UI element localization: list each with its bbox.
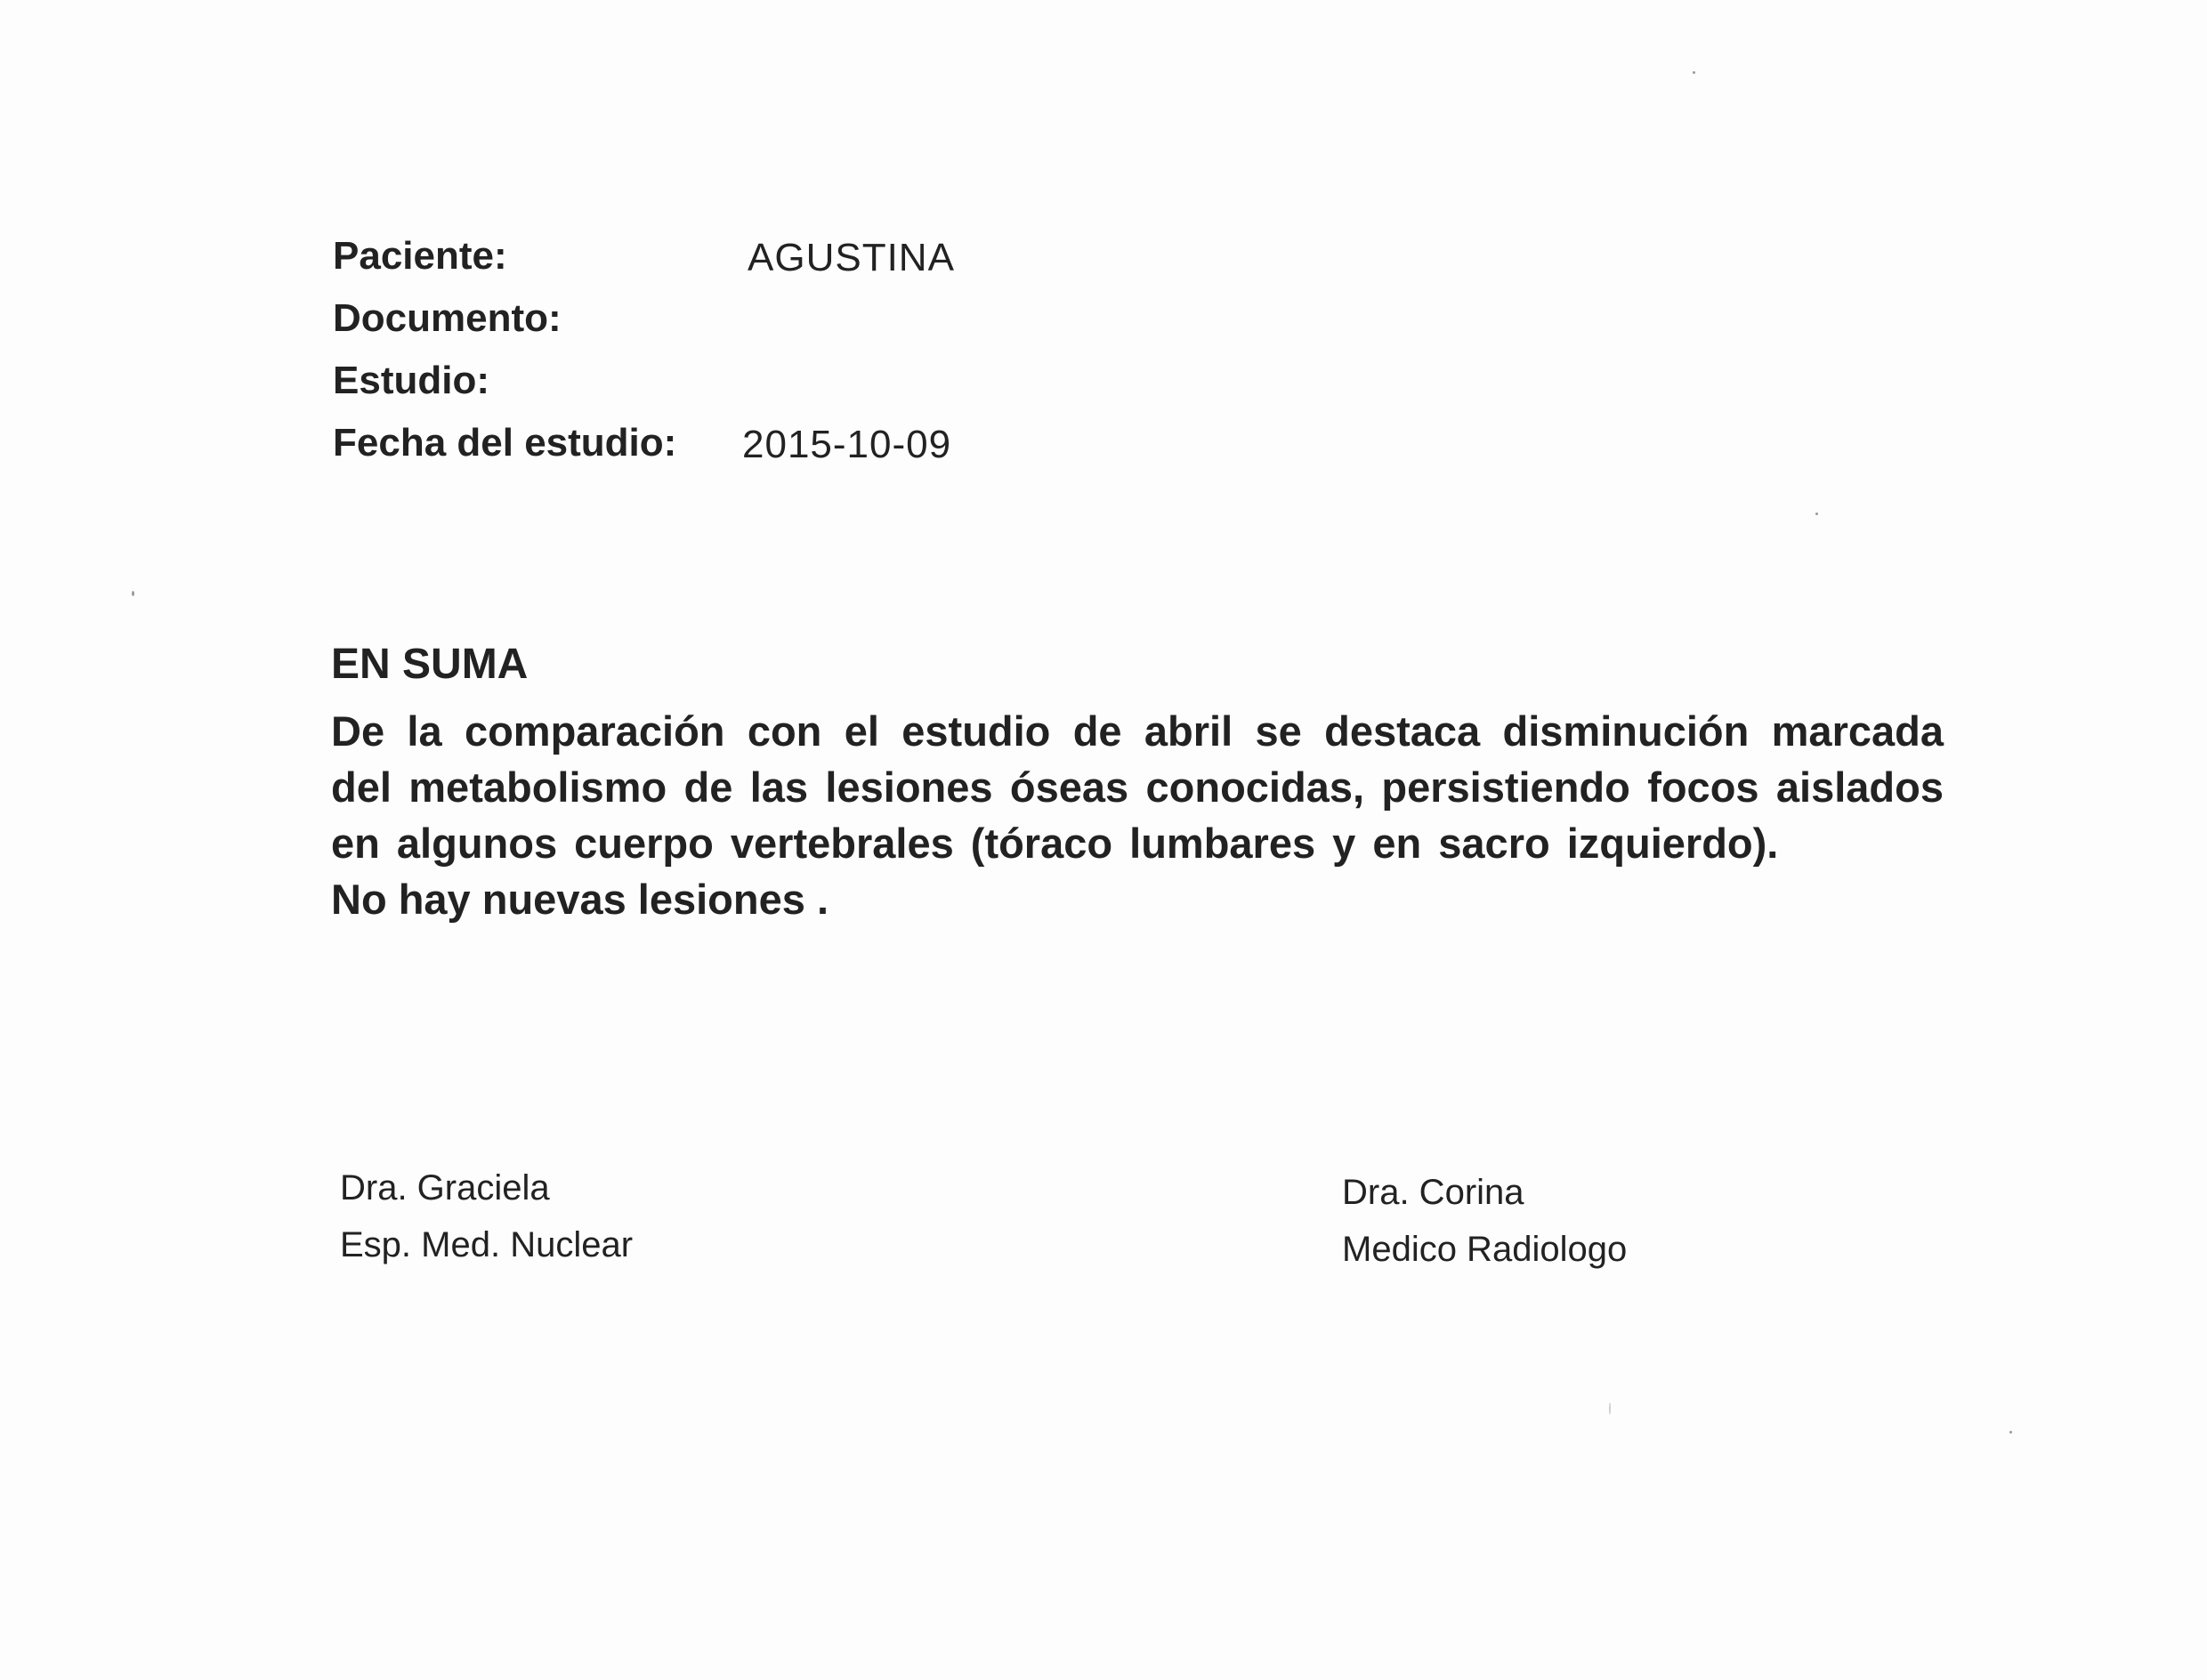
patient-row bbox=[333, 230, 1579, 292]
scan-speck bbox=[1693, 71, 1695, 74]
study-label: Estudio: bbox=[333, 359, 489, 402]
summary-title: EN SUMA bbox=[331, 641, 529, 688]
patient-value: AGUSTINA bbox=[748, 236, 955, 279]
patient-header bbox=[333, 230, 1579, 479]
document-row bbox=[333, 292, 1579, 354]
study-date-value: 2015-10-09 bbox=[742, 423, 952, 466]
study-date-row bbox=[333, 416, 1579, 479]
scan-speck bbox=[1609, 1402, 1611, 1415]
scan-speck bbox=[2009, 1431, 2012, 1434]
signature-left-title: Esp. Med. Nuclear bbox=[340, 1225, 634, 1264]
signature-left-name: Dra. Graciela bbox=[340, 1168, 550, 1208]
scan-speck bbox=[132, 591, 134, 596]
signature-right-title: Medico Radiologo bbox=[1342, 1230, 1628, 1269]
signature-left bbox=[340, 1159, 633, 1273]
patient-label: Paciente: bbox=[333, 234, 507, 278]
signature-right bbox=[1342, 1164, 1627, 1278]
study-row bbox=[333, 354, 1579, 416]
summary-note: No hay nuevas lesiones . bbox=[331, 876, 829, 923]
scan-speck bbox=[1815, 513, 1818, 515]
signature-right-name: Dra. Corina bbox=[1342, 1173, 1524, 1212]
summary-section bbox=[331, 634, 1944, 927]
summary-body: De la comparación con el estudio de abril se destaca disminución marcada del metabolismo de las lesiones óseas conocidas, persistiendo focos aislados en algunos cuerpo vertebrales (tóraco lumbares y en sacro izquierdo). bbox=[331, 707, 1944, 867]
study-date-label: Fecha del estudio: bbox=[333, 421, 677, 464]
document-label: Documento: bbox=[333, 296, 562, 340]
